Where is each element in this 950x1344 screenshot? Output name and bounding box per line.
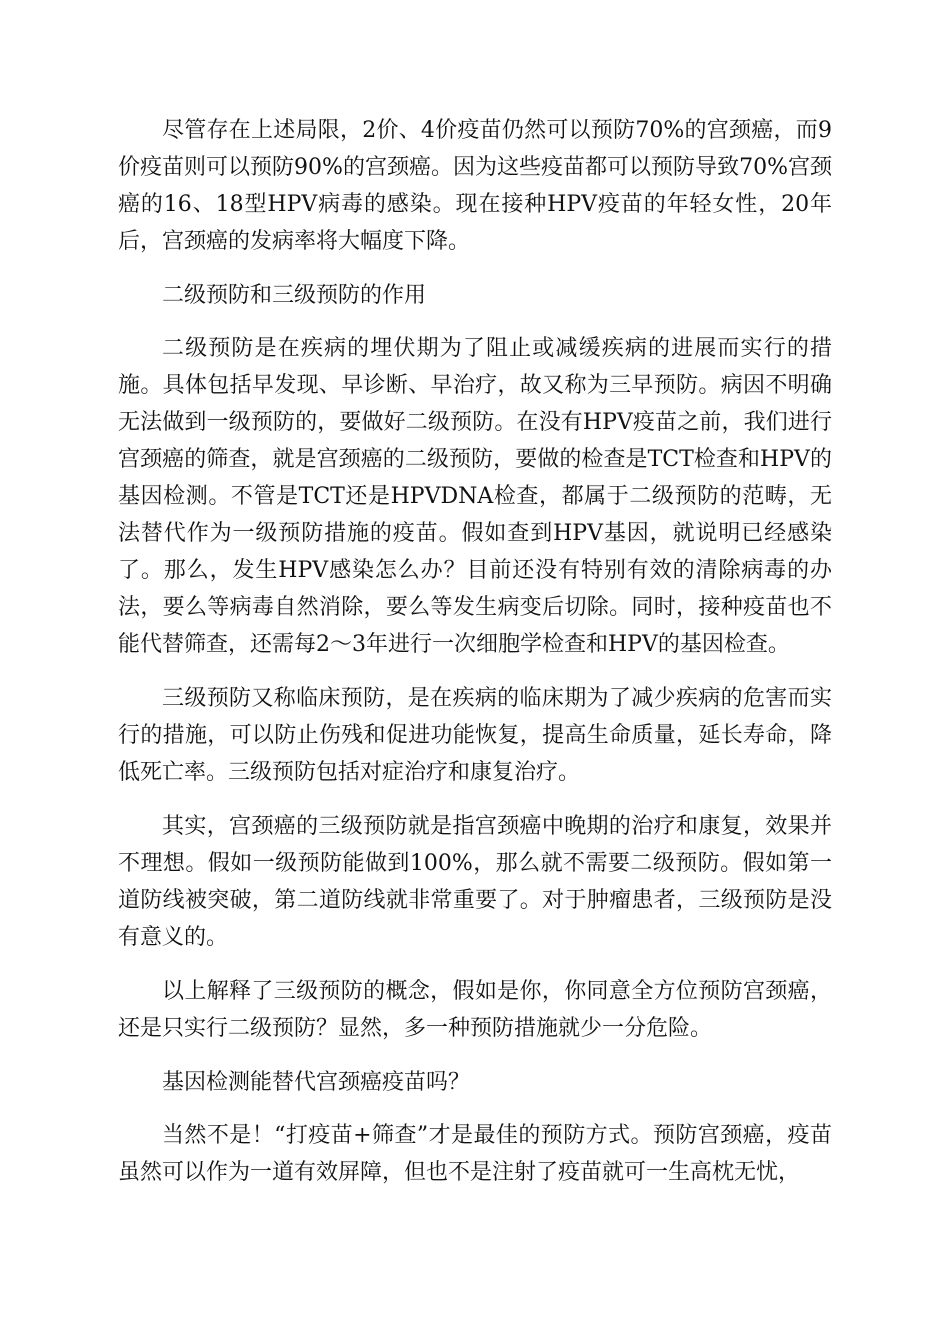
section-heading-secondary-tertiary-prevention: 二级预防和三级预防的作用 bbox=[162, 283, 427, 308]
section-heading-gene-testing: 基因检测能替代宫颈癌疫苗吗？ bbox=[162, 1070, 471, 1095]
paragraph-summary: 以上解释了三级预防的概念，假如是你，你同意全方位预防宫颈癌，还是只实行二级预防？显然，多一种预防措施就少一分危险。 bbox=[118, 979, 832, 1041]
paragraph-vaccine-plus-screening: 当然不是！“打疫苗+筛查”才是最佳的预防方式。预防宫颈癌，疫苗虽然可以作为一道有效屏障，但也不是注射了疫苗就可一生高枕无忧， bbox=[118, 1123, 832, 1185]
document-body bbox=[118, 112, 832, 1208]
paragraph-vaccine-efficacy: 尽管存在上述局限，2价、4价疫苗仍然可以预防70%的宫颈癌，而9价疫苗则可以预防90%的宫颈癌。因为这些疫苗都可以预防导致70%宫颈癌的16、18型HPV病毒的感染。现在接种HPV疫苗的年轻女性，20年后，宫颈癌的发病率将大幅度下降。 bbox=[118, 118, 832, 254]
paragraph-secondary-prevention: 二级预防是在疾病的埋伏期为了阻止或减缓疾病的进展而实行的措施。具体包括早发现、早诊断、早治疗，故又称为三早预防。病因不明确无法做到一级预防的，要做好二级预防。在没有HPV疫苗之前，我们进行宫颈癌的筛查，就是宫颈癌的二级预防，要做的检查是TCT检查和HPV的基因检测。不管是TCT还是HPVDNA检查，都属于二级预防的范畴，无法替代作为一级预防措施的疫苗。假如查到HPV基因，就说明已经感染了。那么，发生HPV感染怎么办？目前还没有特别有效的清除病毒的办法，要么等病毒自然消除，要么等发生病变后切除。同时，接种疫苗也不能代替筛查，还需每2～3年进行一次细胞学检查和HPV的基因检查。 bbox=[118, 336, 832, 657]
paragraph-tertiary-cervical-cancer: 其实，宫颈癌的三级预防就是指宫颈癌中晚期的治疗和康复，效果并不理想。假如一级预防能做到100%，那么就不需要二级预防。假如第一道防线被突破，第二道防线就非常重要了。对于肿瘤患者，三级预防是没有意义的。 bbox=[118, 814, 832, 950]
paragraph-tertiary-prevention: 三级预防又称临床预防，是在疾病的临床期为了减少疾病的危害而实行的措施，可以防止伤残和促进功能恢复，提高生命质量，延长寿命，降低死亡率。三级预防包括对症治疗和康复治疗。 bbox=[118, 686, 832, 785]
